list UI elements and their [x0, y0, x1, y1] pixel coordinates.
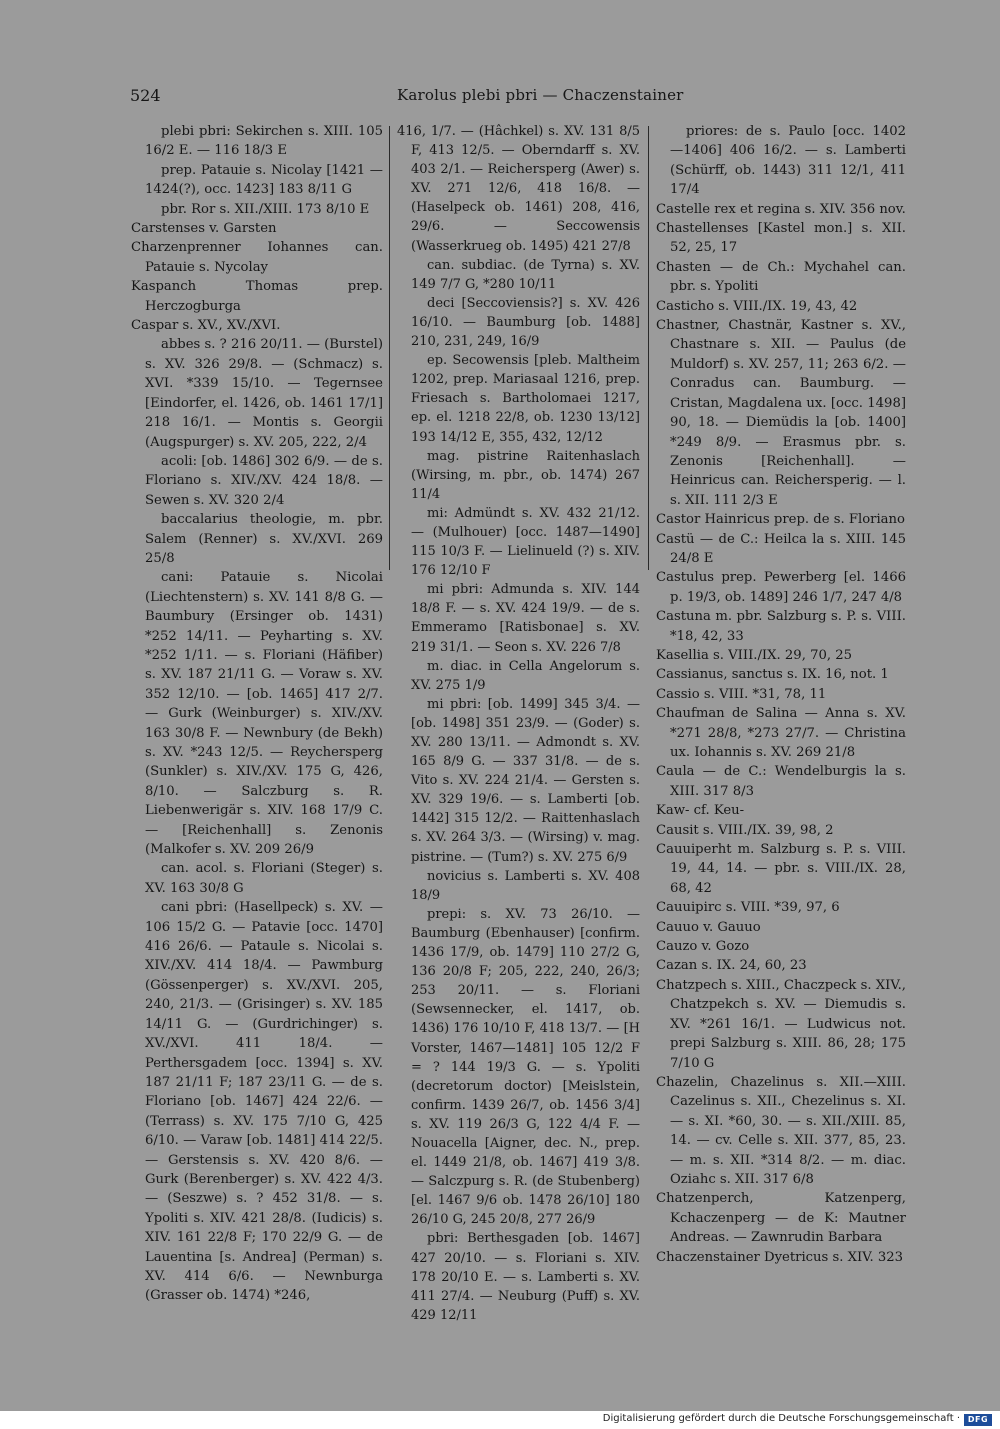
index-entry: can. subdiac. (de Tyrna) s. XV. 149 7/7 G, *280 10/11	[411, 257, 640, 292]
index-entry: Chatzpech s. XIII., Chaczpeck s. XIV., Chatzpekch s. XV. — Diemudis s. XV. *261 16/1. — Ludwicus not. prepi Salzburg s. XIII. 86, 28; 175 7/10 G	[656, 977, 906, 1071]
index-entry: pbr. Ror s. XII./XIII. 173 8/10 E	[161, 201, 370, 217]
index-entry: 416, 1/7. — (Hâchkel) s. XV. 131 8/5 F, 413 12/5. — Oberndarff s. XV. 403 2/1. — Reichersperg (Awer) s. XV. 271 12/6, 418 16/8. — (Haselpeck ob. 1461) 208, 416, 29/6. — Seccowensis (Wasserkrueg ob. 1495) 421 27/8	[397, 124, 640, 254]
index-entry: Chaczenstainer Dyetricus s. XIV. 323	[656, 1249, 904, 1265]
index-entry: Caspar s. XV., XV./XVI.	[131, 318, 281, 334]
index-entry: mi: Admündt s. XV. 432 21/12. — (Mulhouer) [occ. 1487—1490] 115 10/3 F. — Lielinueld (?) s. XIV. 176 12/10 F	[411, 505, 640, 579]
index-entry: Cauuipirc s. VIII. *39, 97, 6	[656, 900, 840, 916]
index-entry: novicius s. Lamberti s. XV. 408 18/9	[411, 868, 640, 903]
index-entry: Castü — de C.: Heilca la s. XIII. 145 24/8 E	[656, 531, 906, 566]
index-entry: Kasellia s. VIII./IX. 29, 70, 25	[656, 647, 853, 663]
index-entry: Casticho s. VIII./IX. 19, 43, 42	[656, 298, 858, 314]
page-number: 524	[130, 86, 161, 105]
index-entry: can. acol. s. Floriani (Steger) s. XV. 163 30/8 G	[145, 861, 383, 896]
footer-bar	[0, 1411, 1000, 1429]
index-entry: mag. pistrine Raitenhaslach (Wirsing, m. pbr., ob. 1474) 267 11/4	[411, 448, 640, 502]
index-entry: Caula — de C.: Wendelburgis la s. XIII. 317 8/3	[656, 764, 906, 799]
index-entry: Causit s. VIII./IX. 39, 98, 2	[656, 822, 834, 838]
index-entry: prepi: s. XV. 73 26/10. — Baumburg (Ebenhauser) [confirm. 1436 17/9, ob. 1479] 110 27/2 G, 136 20/8 F; 205, 222, 240, 26/3; 253 20/11. — s. Floriani (Sewsennecker, el. 1417, ob. 1436) 176 10/10 F, 418 13/7. — [H Vorster, 1467—1481] 105 12/2 F = ? 144 19/3 G. — s. Ypoliti (decretorum doctor) [Meislstein, confirm. 1439 26/7, ob. 1456 3/4] s. XV. 119 26/3 G, 122 4/4 F. — Nouacella [Aigner, dec. N., prep. el. 1449 21/8, ob. 1467] 419 3/8. — Salczpurg s. R. (de Stubenberg) [el. 1467 9/6 ob. 1478 26/10] 180 26/10 G, 245 20/8, 277 26/9	[411, 906, 640, 1228]
column-divider	[389, 126, 390, 570]
index-entry: Castelle rex et regina s. XIV. 356 nov.	[656, 201, 906, 217]
running-title: Karolus plebi pbri — Chaczenstainer	[397, 86, 684, 104]
index-entry: Cauzo v. Gozo	[656, 939, 750, 955]
index-entry: Chazelin, Chazelinus s. XII.—XIII. Cazelinus s. XII., Chezelinus s. XI. — s. XI. *60, 30. — s. XII./XIII. 85, 14. — cv. Celle s. XII. 377, 85, 23. — m. s. XII. *314 8/2. — m. diac. Oziahc s. XII. 317 6/8	[656, 1074, 906, 1187]
index-entry: mi pbri: [ob. 1499] 345 3/4. — [ob. 1498] 351 23/9. — (Goder) s. XV. 280 13/11. — Admondt s. XV. 165 8/9 G. — 337 31/8. — de s. Vito s. XV. 224 21/4. — Gersten s. XV. 329 19/6. — s. Lamberti [ob. 1442] 315 12/2. — Raittenhaslach s. XV. 264 3/3. — (Wirsing) v. mag. pistrine. — (Tum?) s. XV. 275 6/9	[411, 696, 640, 865]
index-entry: Chaufman de Salina — Anna s. XV. *271 28/8, *273 27/7. — Christina ux. Iohannis s. XV. 269 21/8	[656, 706, 906, 760]
index-entry: Cauuiperht m. Salzburg s. P. s. VIII. 19, 44, 14. — pbr. s. VIII./IX. 28, 68, 42	[656, 842, 906, 896]
index-entry: mi pbri: Admunda s. XIV. 144 18/8 F. — s. XV. 424 19/9. — de s. Emmeramo [Ratisbonae] s. XV. 219 31/1. — Seon s. XV. 226 7/8	[411, 582, 640, 655]
index-column-1	[131, 122, 383, 1306]
page-header	[130, 86, 902, 110]
index-entry: cani: Patauie s. Nicolai (Liechtenstern) s. XV. 141 8/8 G. — Baumbury (Ersinger ob. 1431) *252 14/11. — Peyharting s. XV. *252 1/11. — s. Floriani (Häfiber) s. XV. 187 21/11 G. — Voraw s. XV. 352 12/10. — [ob. 1465] 417 2/7. — Gurk (Weinburger) s. XIV./XV. 163 30/8 F. — Newnbury (de Bekh) s. XV. *243 12/5. — Reychersperg (Sunkler) s. XIV./XV. 175 G, 426, 8/10. — Salczburg s. R. Liebenwerigär s. XIV. 168 17/9 C. — [Reichenhall] s. Zenonis (Malkofer s. XV. 209 26/9	[145, 570, 383, 858]
index-column-3	[656, 122, 906, 1267]
index-entry: Charzenprenner Iohannes can. Patauie s. Nycolay	[131, 240, 383, 275]
index-entry: Cassio s. VIII. *31, 78, 11	[656, 686, 827, 702]
index-entry: priores: de s. Paulo [occ. 1402 —1406] 406 16/2. — s. Lamberti (Schürff, ob. 1443) 311 12/1, 411 17/4	[670, 124, 906, 198]
column-divider	[648, 126, 649, 570]
index-entry: pbri: Berthesgaden [ob. 1467] 427 20/10. — s. Floriani s. XIV. 178 20/10 E. — s. Lamberti s. XV. 411 27/4. — Neuburg (Puff) s. XV. 429 12/11	[411, 1231, 640, 1323]
index-entry: deci [Seccoviensis?] s. XV. 426 16/10. — Baumburg [ob. 1488] 210, 231, 249, 16/9	[411, 295, 640, 350]
index-entry: Chastner, Chastnär, Kastner s. XV., Chastnare s. XII. — Paulus (de Muldorf) s. XV. 257, 11; 263 6/2. — Conradus can. Baumburg. — Cristan, Magdalena ux. [occ. 1498] 90, 18. — Diemüdis la [ob. 1400] *249 8/9. — Erasmus pbr. s. Zenonis [Reichenhall]. — Heinricus can. Reichersperig. — l. s. XII. 111 2/3 E	[656, 318, 906, 508]
index-entry: Chatzenperch, Katzenperg, Kchaczenperg — de K: Mautner Andreas. — Zawnrudin Barbara	[656, 1191, 906, 1246]
index-entry: Kaspanch Thomas prep. Herczogburga	[131, 279, 383, 314]
index-entry: acoli: [ob. 1486] 302 6/9. — de s. Floriano s. XIV./XV. 424 18/8. — Sewen s. XV. 320 2/4	[145, 453, 383, 508]
index-entry: ep. Secowensis [pleb. Maltheim 1202, prep. Mariasaal 1216, prep. Friesach s. Bartholomaei 1217, ep. el. 1218 22/8, ob. 1230 13/12] 193 14/12 E, 355, 432, 12/12	[411, 353, 640, 445]
index-column-2	[397, 122, 640, 1325]
index-entry: Castuna m. pbr. Salzburg s. P. s. VIII. *18, 42, 33	[656, 609, 906, 644]
index-entry: Cauuo v. Gauuo	[656, 919, 761, 935]
index-entry: abbes s. ? 216 20/11. — (Burstel) s. XV. 326 29/8. — (Schmacz) s. XVI. *339 15/10. — Tegernsee [Eindorfer, el. 1426, ob. 1461 17/1] 218 16/1. — Montis s. Georgii (Augspurger) s. XV. 205, 222, 2/4	[145, 337, 383, 450]
index-entry: Castor Hainricus prep. de s. Floriano	[656, 512, 905, 528]
index-entry: Castulus prep. Pewerberg [el. 1466 p. 19/3, ob. 1489] 246 1/7, 247 4/8	[656, 570, 906, 605]
index-entry: Chastellenses [Kastel mon.] s. XII. 52, 25, 17	[656, 221, 906, 256]
index-entry: Chasten — de Ch.: Mychahel can. pbr. s. Ypoliti	[656, 259, 906, 295]
funding-notice: Digitalisierung gefördert durch die Deutsche Forschungsgemeinschaft ·	[602, 1413, 960, 1424]
index-entry: Kaw- cf. Keu-	[656, 803, 745, 819]
index-entry: prep. Patauie s. Nicolay [1421 —1424(?), occ. 1423] 183 8/11 G	[145, 162, 383, 198]
index-entry: m. diac. in Cella Angelorum s. XV. 275 1/9	[411, 658, 640, 693]
index-entry: baccalarius theologie, m. pbr. Salem (Renner) s. XV./XVI. 269 25/8	[145, 512, 383, 566]
index-entry: Carstenses v. Garsten	[131, 221, 277, 237]
index-entry: Cassianus, sanctus s. IX. 16, not. 1	[656, 667, 889, 683]
index-entry: plebi pbri: Sekirchen s. XIII. 105 16/2 E. — 116 18/3 E	[145, 124, 383, 159]
index-entry: Cazan s. IX. 24, 60, 23	[656, 958, 807, 974]
dfg-logo: DFG	[964, 1414, 992, 1426]
index-entry: cani pbri: (Hasellpeck) s. XV. — 106 15/2 G. — Patavie [occ. 1470] 416 26/6. — Pataule s. Nicolai s. XIV./XV. 414 18/4. — Pawmburg (Gössenperger) s. XV./XVI. 205, 240, 21/3. — (Grisinger) s. XV. 185 14/11 G. — (Gurdrichinger) s. XV./XVI. 411 18/4. — Perthersgadem [occ. 1394] s. XV. 187 21/11 F; 187 23/11 G. — de s. Floriano [ob. 1467] 424 22/6. — (Terrass) s. XV. 175 7/10 G, 425 6/10. — Varaw [ob. 1481] 414 22/5. — Gerstensis s. XV. 420 8/6. — Gurk (Berenberger) s. XV. 422 4/3. — (Seszwe) s. ? 452 31/8. — s. Ypoliti s. XIV. 421 28/8. (Iudicis) s. XIV. 161 22/8 F; 170 22/9 G. — de Lauentina [s. Andrea] (Perman) s. XV. 414 6/6. — Newnburga (Grasser ob. 1474) *246,	[145, 900, 383, 1304]
